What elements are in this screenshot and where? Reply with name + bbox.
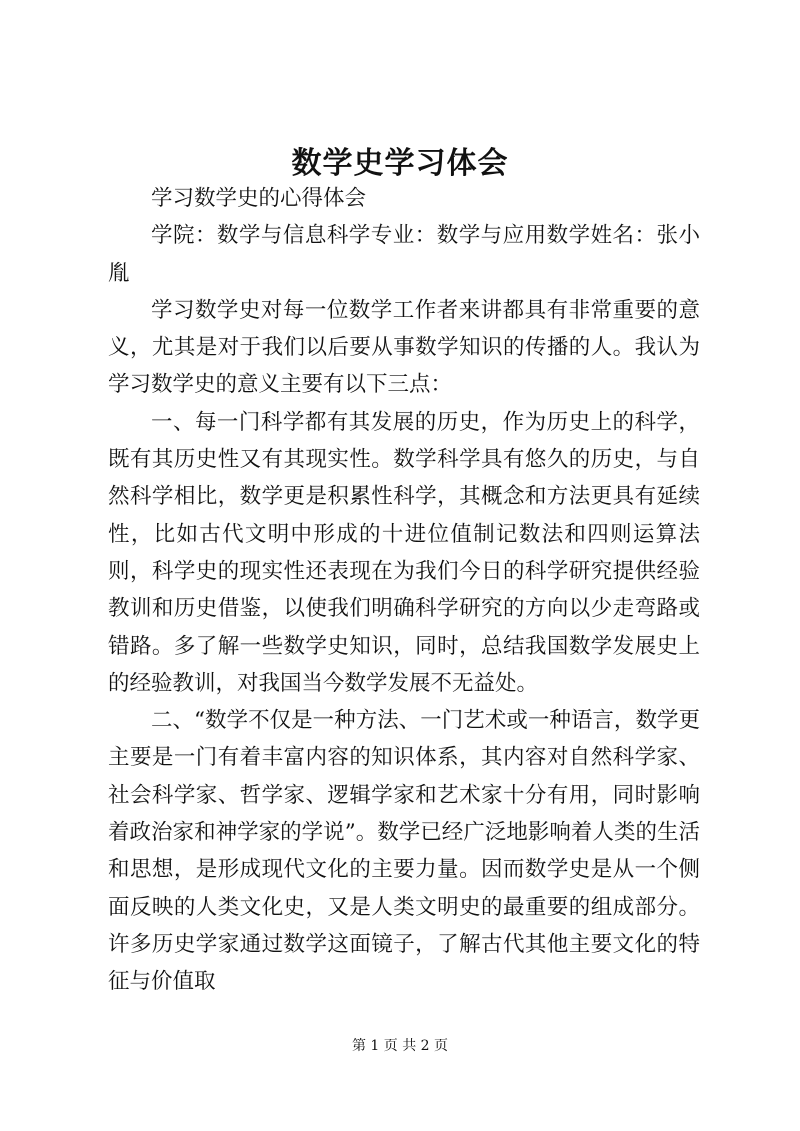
intro-paragraph: 学习数学史对每一位数学工作者来讲都具有非常重要的意义，尤其是对于我们以后要从事数学知识的传播的人。我认为学习数学史的意义主要有以下三点： (108, 297, 700, 398)
document-title: 数学史学习体会 (291, 146, 509, 181)
author-info-paragraph: 学院：数学与信息科学专业：数学与应用数学姓名：张小胤 (108, 223, 700, 286)
page-footer: 第 1 页 共 2 页 (351, 1038, 449, 1054)
point-one-paragraph: 一、每一门科学都有其发展的历史，作为历史上的科学，既有其历史性又有其现实性。数学科学具有悠久的历史，与自然科学相比，数学更是积累性科学，其概念和方法更具有延续性，比如古代文明中形成的十进位值制记数法和四则运算法则，科学史的现实性还表现在为我们今日的科学研究提供经验教训和历史借鉴，以使我们明确科学研究的方向以少走弯路或错路。多了解一些数学史知识，同时，总结我国数学发展史上的经验教训，对我国当今数学发展不无益处。 (108, 409, 700, 696)
document-body (108, 180, 700, 1001)
point-two-paragraph: 二、“数学不仅是一种方法、一门艺术或一种语言，数学更主要是一门有着丰富内容的知识体系，其内容对自然科学家、社会科学家、哲学家、逻辑学家和艺术家十分有用，同时影响着政治家和神学家的学说”。数学已经广泛地影响着人类的生活和思想，是形成现代文化的主要力量。因而数学史是从一个侧面反映的人类文化史，又是人类文明史的最重要的组成部分。许多历史学家通过数学这面镜子，了解古代其他主要文化的特征与价值取 (108, 708, 700, 995)
subtitle-paragraph: 学习数学史的心得体会 (151, 186, 367, 211)
